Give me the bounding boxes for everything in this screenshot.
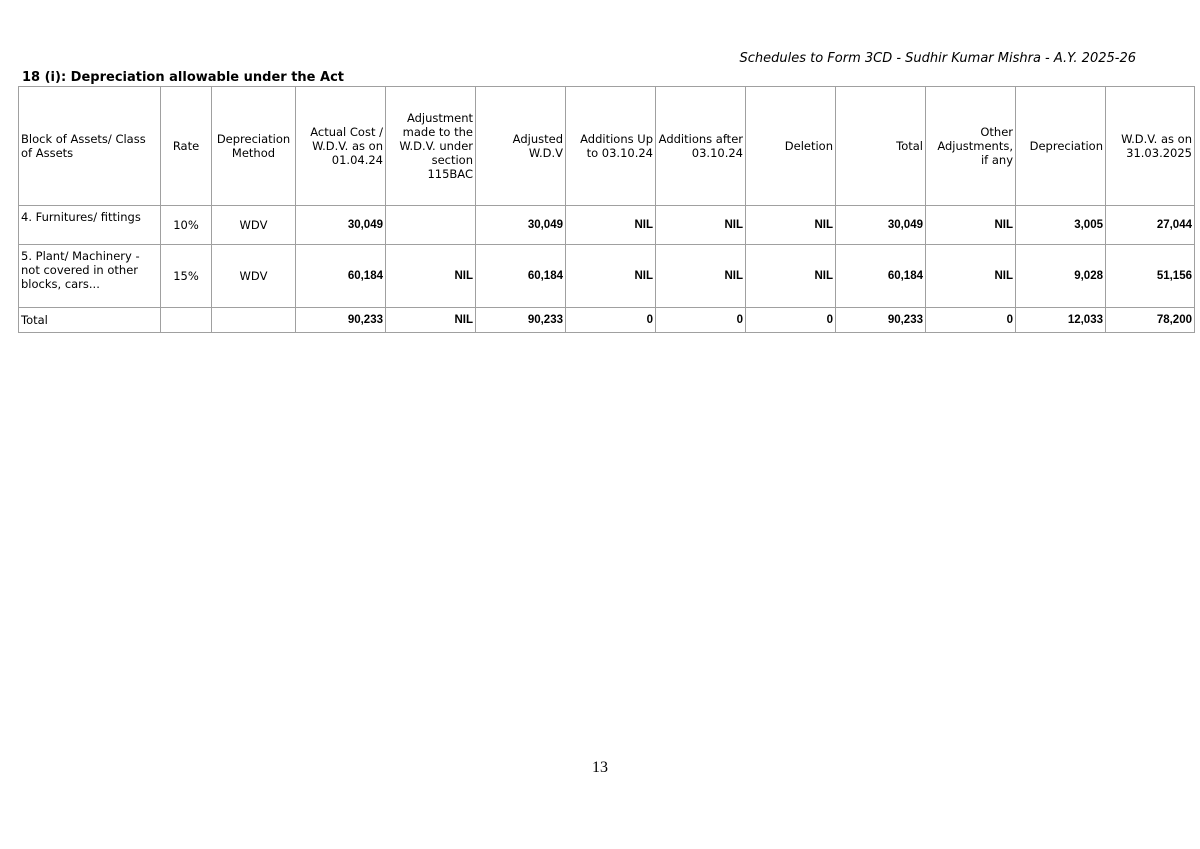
cell-method: WDV bbox=[212, 206, 296, 245]
col-header-additions-after: Additions after 03.10.24 bbox=[656, 87, 746, 206]
cell-empty bbox=[161, 308, 212, 333]
section-title: 18 (i): Depreciation allowable under the Act bbox=[22, 70, 345, 85]
cell-depreciation: 12,033 bbox=[1016, 308, 1106, 333]
table-total-row bbox=[19, 308, 1195, 333]
cell-total: 90,233 bbox=[836, 308, 926, 333]
cell-additions-after: NIL bbox=[656, 245, 746, 308]
cell-rate: 10% bbox=[161, 206, 212, 245]
cell-adjustment-115bac: NIL bbox=[386, 308, 476, 333]
cell-actual-cost: 60,184 bbox=[296, 245, 386, 308]
col-header-depreciation: Depreciation bbox=[1016, 87, 1106, 206]
col-header-total: Total bbox=[836, 87, 926, 206]
cell-adjustment-115bac: NIL bbox=[386, 245, 476, 308]
cell-other-adjustments: 0 bbox=[926, 308, 1016, 333]
cell-deletion: NIL bbox=[746, 245, 836, 308]
col-header-other-adjustments: Other Adjustments, if any bbox=[926, 87, 1016, 206]
col-header-rate: Rate bbox=[161, 87, 212, 206]
cell-additions-after: NIL bbox=[656, 206, 746, 245]
depreciation-table bbox=[18, 86, 1195, 333]
cell-wdv-closing: 78,200 bbox=[1106, 308, 1195, 333]
col-header-adjustment-115bac: Adjustment made to the W.D.V. under section 115BAC bbox=[386, 87, 476, 206]
cell-actual-cost: 90,233 bbox=[296, 308, 386, 333]
cell-block: 4. Furnitures/ fittings bbox=[19, 206, 161, 245]
col-header-wdv-closing: W.D.V. as on 31.03.2025 bbox=[1106, 87, 1195, 206]
cell-empty bbox=[212, 308, 296, 333]
cell-rate: 15% bbox=[161, 245, 212, 308]
col-header-actual-cost: Actual Cost / W.D.V. as on 01.04.24 bbox=[296, 87, 386, 206]
cell-additions-after: 0 bbox=[656, 308, 746, 333]
table-row bbox=[19, 245, 1195, 308]
cell-adjusted-wdv: 90,233 bbox=[476, 308, 566, 333]
cell-wdv-closing: 27,044 bbox=[1106, 206, 1195, 245]
col-header-block: Block of Assets/ Class of Assets bbox=[19, 87, 161, 206]
cell-adjusted-wdv: 60,184 bbox=[476, 245, 566, 308]
table-row bbox=[19, 206, 1195, 245]
cell-deletion: NIL bbox=[746, 206, 836, 245]
cell-block: 5. Plant/ Machinery - not covered in other blocks, cars... bbox=[19, 245, 161, 308]
cell-wdv-closing: 51,156 bbox=[1106, 245, 1195, 308]
cell-adjusted-wdv: 30,049 bbox=[476, 206, 566, 245]
cell-additions-upto: NIL bbox=[566, 206, 656, 245]
cell-depreciation: 3,005 bbox=[1016, 206, 1106, 245]
cell-total: 60,184 bbox=[836, 245, 926, 308]
cell-total-label: Total bbox=[19, 308, 161, 333]
cell-method: WDV bbox=[212, 245, 296, 308]
col-header-additions-upto: Additions Up to 03.10.24 bbox=[566, 87, 656, 206]
cell-actual-cost: 30,049 bbox=[296, 206, 386, 245]
cell-adjustment-115bac bbox=[386, 206, 476, 245]
table-header-row bbox=[19, 87, 1195, 206]
cell-depreciation: 9,028 bbox=[1016, 245, 1106, 308]
cell-other-adjustments: NIL bbox=[926, 206, 1016, 245]
cell-deletion: 0 bbox=[746, 308, 836, 333]
cell-total: 30,049 bbox=[836, 206, 926, 245]
col-header-adjusted-wdv: Adjusted W.D.V bbox=[476, 87, 566, 206]
cell-other-adjustments: NIL bbox=[926, 245, 1016, 308]
cell-additions-upto: NIL bbox=[566, 245, 656, 308]
running-header: Schedules to Form 3CD - Sudhir Kumar Mishra - A.Y. 2025-26 bbox=[739, 51, 1136, 66]
col-header-method: Depreciation Method bbox=[212, 87, 296, 206]
col-header-deletion: Deletion bbox=[746, 87, 836, 206]
page-number: 13 bbox=[592, 759, 608, 776]
cell-additions-upto: 0 bbox=[566, 308, 656, 333]
